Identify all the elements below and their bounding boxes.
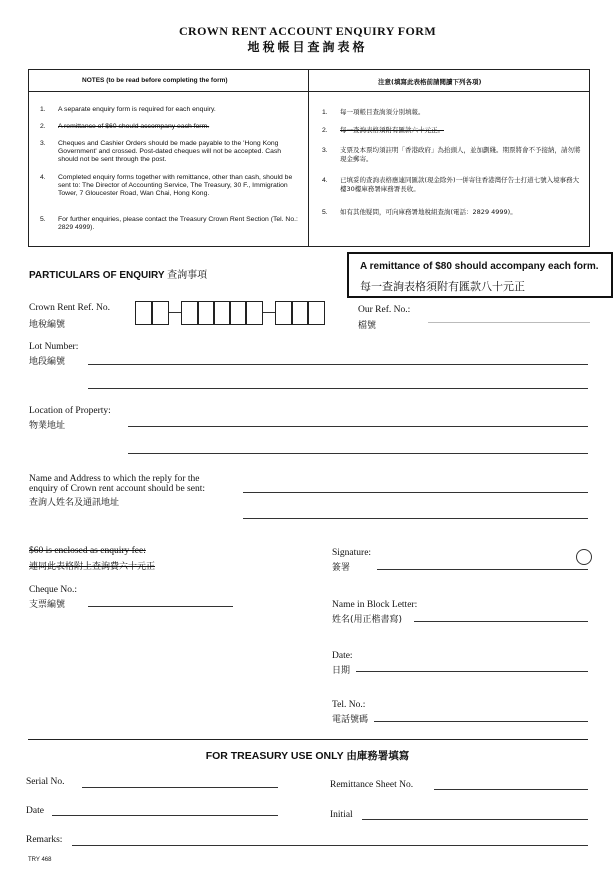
form-title-zh: 地稅帳目查詢表格 (247, 40, 368, 54)
note-zh-3: 支票及本票均須註明「香港政府」為抬頭人，並加劃綫。期票將會不予接納，請勿將現金郵寄。 (340, 146, 581, 163)
stamp-icon (576, 549, 592, 565)
note-en-5: For further enquiries, please contact the Treasury Crown Rent Section (Tel. No.: 2829 4999). (58, 216, 298, 231)
note-en-3: Cheques and Cashier Orders should be made payable to the 'Hong Kong Government' and crossed. Post-dated cheques will not be accepted. Cash should not be sent through the post. (58, 140, 282, 163)
crown-rent-ref-label: Crown Rent Ref. No. (29, 303, 111, 313)
name-address-field[interactable] (243, 492, 588, 493)
block-name-label-zh: 姓名(用正楷書寫) (332, 615, 403, 625)
initial-field[interactable] (362, 819, 588, 820)
name-address-label-1: Name and Address to which the reply for the (29, 474, 200, 484)
note-zh-1: 每一項帳目查詢須分別填報。 (340, 108, 425, 116)
notes-header-rule (28, 91, 590, 92)
note-zh-5: 如有其他疑問，可向庫務署地稅組查詢(電話：2829 4999)。 (340, 208, 517, 216)
particulars-heading-zh: 查詢事項 (167, 270, 208, 281)
crown-rent-ref-digit-box[interactable] (151, 301, 169, 325)
our-ref-label: Our Ref. No.: (358, 305, 411, 315)
name-address-label-zh: 查詢人姓名及通訊地址 (29, 498, 120, 508)
form-title: CROWN RENT ACCOUNT ENQUIRY FORM (178, 24, 437, 38)
signature-field[interactable] (377, 569, 588, 570)
date-field[interactable] (356, 671, 588, 672)
serial-field[interactable] (82, 787, 278, 788)
ref-separator (169, 312, 181, 313)
treasury-date-field[interactable] (52, 815, 278, 816)
crown-rent-ref-digit-box[interactable] (307, 301, 325, 325)
our-ref-label-zh: 檔號 (358, 321, 377, 331)
lot-number-label-zh: 地段編號 (29, 357, 66, 367)
treasury-divider (28, 739, 588, 740)
name-address-field-line2[interactable] (243, 518, 588, 519)
fee-enclosed-label-zh-struck: 連同此表格附上查詢費六十元正 (29, 562, 156, 572)
remittance-sheet-label: Remittance Sheet No. (330, 780, 414, 790)
crown-rent-ref-digit-box[interactable] (245, 301, 263, 325)
note-en-1: A separate enquiry form is required for each enquiry. (58, 106, 216, 113)
note-en-num: 1. (40, 106, 46, 113)
serial-label: Serial No. (26, 777, 65, 787)
note-en-num: 4. (40, 174, 46, 181)
treasury-heading (0, 748, 615, 763)
note-zh-num: 1. (322, 109, 328, 116)
treasury-heading-zh: 由庫務署填寫 (346, 750, 410, 762)
note-zh-num: 2. (322, 127, 328, 134)
treasury-date-label: Date (26, 806, 44, 816)
note-zh-num: 5. (322, 209, 328, 216)
block-name-label: Name in Block Letter: (332, 600, 418, 610)
date-label-zh: 日期 (332, 666, 351, 676)
note-zh-num: 4. (322, 177, 328, 184)
fee-enclosed-label-struck: $60 is enclosed as enquiry fee: (29, 546, 146, 556)
remittance-sheet-field[interactable] (434, 789, 588, 790)
crown-rent-ref-label-zh: 地稅編號 (29, 320, 66, 330)
block-name-field[interactable] (414, 621, 588, 622)
cheque-label-zh: 支票編號 (29, 600, 66, 610)
remittance-notice-en: A remittance of $80 should accompany each form. (360, 261, 599, 272)
signature-label: Signature: (332, 548, 372, 558)
note-zh-2-struck: 每一查詢表格須附有匯款六十元正。 (340, 126, 444, 134)
signature-label-zh: 簽署 (332, 563, 351, 573)
remittance-notice-zh: 每一查詢表格須附有匯款八十元正 (360, 280, 525, 293)
form-code: TRY 468 (28, 857, 52, 863)
notes-heading-zh: 注意(填寫此表格前請閱讀下列各項) (378, 78, 482, 86)
particulars-heading (29, 266, 207, 281)
treasury-heading-en: FOR TREASURY USE ONLY (205, 750, 344, 762)
location-label: Location of Property: (29, 406, 111, 416)
notes-heading-en: NOTES (to be read before completing the form) (82, 77, 228, 84)
cheque-field[interactable] (88, 606, 233, 607)
ref-separator (263, 312, 275, 313)
note-en-2-struck: A remittance of $60 should accompany each form. (58, 123, 210, 130)
date-label: Date: (332, 651, 353, 661)
location-field-line2[interactable] (128, 453, 588, 454)
note-zh-4: 已填妥的查詢表格應連同匯款(現金除外)一併寄往香港灣仔告士打道七號入境事務大樓30樓庫務署庫務署長收。 (340, 176, 580, 193)
cheque-label: Cheque No.: (29, 585, 78, 595)
our-ref-field[interactable] (428, 322, 590, 323)
remarks-field[interactable] (72, 845, 588, 846)
location-field[interactable] (128, 426, 588, 427)
note-en-num: 2. (40, 123, 46, 130)
tel-label-zh: 電話號碼 (332, 715, 369, 725)
name-address-label-2: enquiry of Crown rent account should be sent: (29, 484, 205, 494)
lot-number-field[interactable] (88, 364, 588, 365)
notes-divider (308, 69, 309, 247)
tel-field[interactable] (374, 721, 588, 722)
note-en-num: 5. (40, 216, 46, 223)
location-label-zh: 物業地址 (29, 421, 66, 431)
particulars-heading-en: PARTICULARS OF ENQUIRY (29, 270, 165, 281)
lot-number-label: Lot Number: (29, 342, 79, 352)
note-en-4: Completed enquiry forms together with remittance, other than cash, should be sent to: The Director of Accounting Service, The Treasury, 30 F., Immigration Tower, 7 Gloucester Road, Wan Chai, Hong Kong. (58, 174, 293, 197)
remarks-label: Remarks: (26, 835, 63, 845)
note-en-num: 3. (40, 140, 46, 147)
tel-label: Tel. No.: (332, 700, 366, 710)
note-zh-num: 3. (322, 147, 328, 154)
lot-number-field-line2[interactable] (88, 388, 588, 389)
initial-label: Initial (330, 810, 353, 820)
